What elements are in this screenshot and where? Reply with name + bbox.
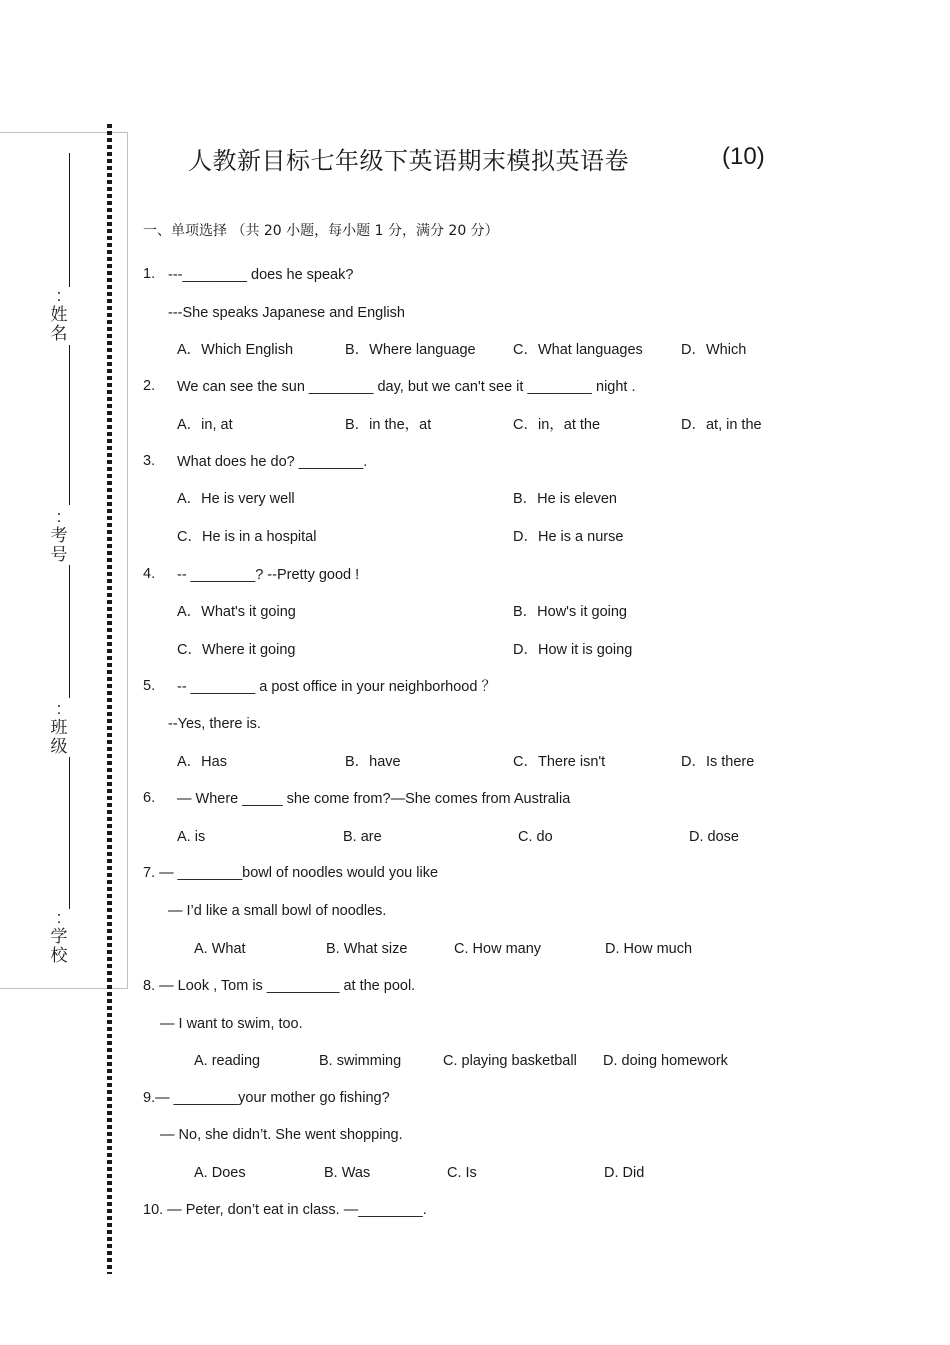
option-d: D. doing homework (603, 1053, 728, 1069)
question-number: 3. (143, 453, 156, 469)
paper-number: (10) (722, 143, 765, 170)
option-b: B．Where language (345, 342, 476, 358)
binding-rule (69, 153, 70, 287)
option-b: B．in the，at (345, 417, 432, 433)
question-text: ---________ does he speak? (168, 267, 354, 283)
question-text: — No, she didn’t. She went shopping. (160, 1127, 403, 1143)
option-a: A．What's it going (177, 604, 296, 620)
question-text: 9.— ________your mother go fishing? (143, 1090, 390, 1106)
page-title: 人教新目标七年级下英语期末模拟英语卷 (188, 147, 629, 175)
question-text: — I’d like a small bowl of noodles. (168, 903, 387, 919)
option-b: B. are (343, 829, 382, 845)
exam-number-field-label: : 考号 (50, 507, 68, 564)
binding-rule (69, 757, 70, 909)
option-c: C．in，at the (513, 417, 601, 433)
option-c: C. playing basketball (443, 1053, 577, 1069)
option-b: B．have (345, 754, 401, 770)
option-b: B. Was (324, 1165, 371, 1181)
option-d: D. How much (605, 941, 693, 957)
name-field-label: : 姓名 (50, 286, 68, 343)
option-d: D．at, in the (681, 417, 762, 433)
option-d: D. dose (689, 829, 739, 845)
option-c: C．He is in a hospital (177, 529, 317, 545)
question-text: 8. — Look , Tom is _________ at the pool. (143, 978, 416, 994)
option-d: D. Did (604, 1165, 645, 1181)
option-b: B. swimming (319, 1053, 402, 1069)
option-a: A．Has (177, 754, 227, 770)
question-text: ---She speaks Japanese and English (168, 305, 405, 321)
option-d: D．Which (681, 342, 747, 358)
option-b: B．How's it going (513, 604, 627, 620)
option-c: C. do (518, 829, 553, 845)
option-a: A．He is very well (177, 491, 295, 507)
question-text: -- ________ a post office in your neighborhood ？ (177, 679, 496, 695)
class-field-label: : 班级 (50, 699, 68, 756)
option-a: A. What (194, 941, 246, 957)
option-c: C．What languages (513, 342, 643, 358)
option-a: A. Does (194, 1165, 246, 1181)
question-text: We can see the sun ________ day, but we can't see it ________ night . (177, 379, 636, 395)
binding-rule (69, 345, 70, 505)
option-a: A. is (177, 829, 206, 845)
option-a: A. reading (194, 1053, 261, 1069)
question-text: --Yes, there is. (168, 716, 261, 732)
question-text: -- ________? --Pretty good ! (177, 567, 360, 583)
option-d: D．Is there (681, 754, 755, 770)
question-number: 5. (143, 678, 156, 694)
question-text: — I want to swim, too. (160, 1016, 303, 1032)
question-number: 2. (143, 378, 156, 394)
option-c: C．There isn't (513, 754, 606, 770)
question-number: 6. (143, 790, 156, 806)
option-d: D．How it is going (513, 642, 633, 658)
option-d: D．He is a nurse (513, 529, 624, 545)
option-a: A．in, at (177, 417, 233, 433)
option-b: B．He is eleven (513, 491, 617, 507)
option-b: B. What size (326, 941, 408, 957)
question-number: 1. (143, 266, 156, 282)
option-a: A．Which English (177, 342, 294, 358)
question-text: 10. — Peter, don’t eat in class. —________. (143, 1202, 427, 1218)
binding-rule (69, 565, 70, 698)
question-number: 4. (143, 566, 156, 582)
option-c: C．Where it going (177, 642, 296, 658)
section-heading: 一、单项选择 （共 20 小题，每小题 1 分，满分 20 分） (143, 223, 499, 239)
option-c: C. Is (447, 1165, 477, 1181)
question-text: — Where _____ she come from?—She comes from Australia (177, 791, 571, 807)
option-c: C. How many (454, 941, 542, 957)
question-text: 7. — ________bowl of noodles would you like (143, 865, 439, 881)
seal-dotted-line (107, 124, 112, 1274)
school-field-label: : 学校 (50, 908, 68, 965)
question-text: What does he do? ________. (177, 454, 368, 470)
